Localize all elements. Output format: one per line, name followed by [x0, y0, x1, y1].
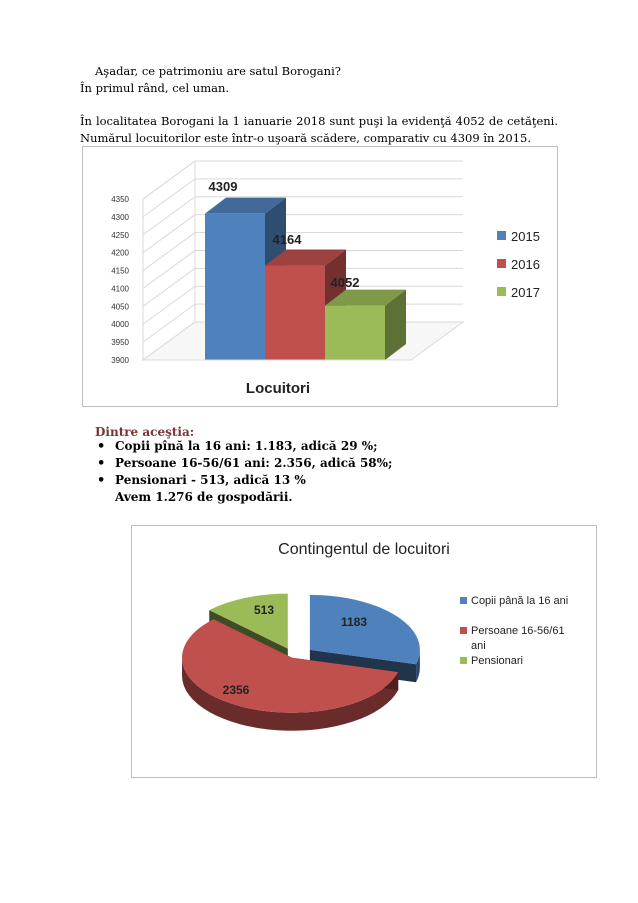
data-label-2016: 4164	[272, 232, 302, 247]
y-tick-label: 3900	[111, 356, 129, 365]
legend-label-2017: 2017	[511, 285, 540, 300]
question-line: Aşadar, ce patrimoniu are satul Borogani?	[95, 64, 341, 78]
legend-label: Persoane 16-56/61	[471, 625, 565, 637]
data-label-2015: 4309	[208, 179, 238, 194]
legend-label: Copii până la 16 ani	[471, 595, 569, 607]
population-pie-chart	[132, 526, 596, 777]
y-tick-label: 4250	[111, 230, 129, 240]
gridline	[143, 215, 463, 253]
list-title: Dintre aceştia:	[95, 425, 195, 439]
y-tick-label: 3950	[111, 338, 129, 348]
bar-2017	[325, 306, 385, 360]
y-tick-label: 4050	[111, 302, 129, 312]
y-tick-label: 4300	[111, 212, 129, 222]
data-label-2017: 4052	[330, 275, 360, 290]
y-tick-label: 4150	[111, 266, 129, 276]
legend-label: Pensionari	[471, 655, 523, 667]
gridline	[143, 179, 463, 217]
list-item: • Pensionari - 513, adică 13 %	[95, 472, 555, 489]
bar-2016	[265, 266, 325, 360]
legend-swatch-2015	[497, 231, 506, 240]
legend-label-2016: 2016	[511, 257, 540, 272]
population-bar-chart	[83, 147, 557, 406]
legend-swatch	[460, 657, 467, 664]
age-breakdown-list	[95, 438, 555, 489]
bar-chart-frame	[82, 146, 558, 407]
x-axis-label: Locuitori	[245, 380, 311, 397]
y-tick-label: 4000	[111, 320, 129, 330]
pie-chart-frame	[131, 525, 597, 778]
pie-title: Contingentul de locuitori	[278, 541, 450, 558]
legend-swatch-2017	[497, 287, 506, 296]
pie-data-label: 1183	[340, 615, 368, 629]
legend-swatch-2016	[497, 259, 506, 268]
population-paragraph-line2: Numărul locuitorilor este într-o uşoară scădere, comparativ cu 4309 în 2015.	[80, 131, 531, 145]
pie-data-label: 2356	[222, 683, 250, 697]
y-tick-label: 4200	[111, 248, 129, 258]
pie-data-label: 513	[253, 603, 275, 617]
legend-swatch	[460, 597, 467, 604]
y-tick-label: 4100	[111, 284, 129, 294]
legend-swatch	[460, 627, 467, 634]
list-item: • Copii pînă la 16 ani: 1.183, adică 29 %;	[95, 438, 555, 455]
y-tick-label: 4350	[111, 195, 129, 204]
bar-2015	[205, 214, 265, 360]
legend-label: ani	[471, 640, 486, 652]
gridline	[143, 197, 463, 235]
gridline	[143, 161, 463, 199]
legend-label-2015: 2015	[511, 229, 540, 244]
households-line: Avem 1.276 de gospodării.	[115, 490, 293, 504]
population-paragraph-line1: În localitatea Borogani la 1 ianuarie 2018 sunt puşi la evidenţă 4052 de cetăţeni.	[80, 114, 558, 128]
answer-line: În primul rând, cel uman.	[80, 81, 230, 95]
list-item: • Persoane 16-56/61 ani: 2.356, adică 58%;	[95, 455, 555, 472]
